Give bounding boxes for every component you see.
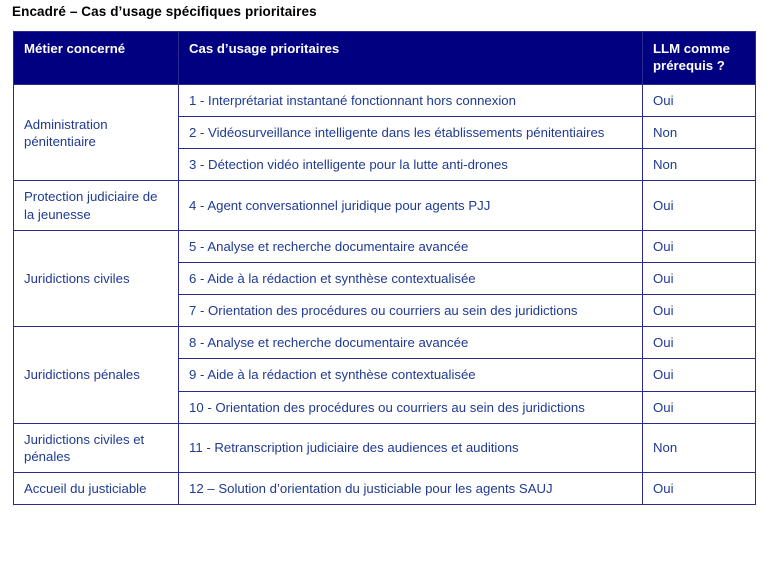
cell-usecase: 11 - Retranscription judiciaire des audiences et auditions bbox=[179, 423, 643, 472]
cell-llm-required: Oui bbox=[643, 359, 756, 391]
table-row bbox=[14, 181, 756, 230]
cell-usecase: 8 - Analyse et recherche documentaire avancée bbox=[179, 327, 643, 359]
cell-metier: Protection judiciaire de la jeunesse bbox=[14, 181, 179, 230]
cell-usecase: 2 - Vidéosurveillance intelligente dans les établissements pénitentiaires bbox=[179, 117, 643, 149]
table-row bbox=[14, 423, 756, 472]
cell-metier: Juridictions civiles et pénales bbox=[14, 423, 179, 472]
cell-llm-required: Oui bbox=[643, 473, 756, 505]
table-row bbox=[14, 85, 756, 117]
cell-llm-required: Non bbox=[643, 149, 756, 181]
cell-usecase: 3 - Détection vidéo intelligente pour la lutte anti-drones bbox=[179, 149, 643, 181]
column-header-metier: Métier concerné bbox=[14, 32, 179, 85]
cell-usecase: 1 - Interprétariat instantané fonctionnant hors connexion bbox=[179, 85, 643, 117]
table-row bbox=[14, 327, 756, 359]
table-body bbox=[14, 85, 756, 505]
cell-usecase: 4 - Agent conversationnel juridique pour agents PJJ bbox=[179, 181, 643, 230]
cell-metier: Juridictions pénales bbox=[14, 327, 179, 423]
cell-usecase: 12 – Solution d’orientation du justiciable pour les agents SAUJ bbox=[179, 473, 643, 505]
cell-metier: Accueil du justiciable bbox=[14, 473, 179, 505]
cell-llm-required: Oui bbox=[643, 262, 756, 294]
cell-llm-required: Oui bbox=[643, 295, 756, 327]
cell-usecase: 10 - Orientation des procédures ou courriers au sein des juridictions bbox=[179, 391, 643, 423]
cell-usecase: 5 - Analyse et recherche documentaire avancée bbox=[179, 230, 643, 262]
cell-llm-required: Oui bbox=[643, 230, 756, 262]
cell-llm-required: Non bbox=[643, 423, 756, 472]
cell-usecase: 7 - Orientation des procédures ou courriers au sein des juridictions bbox=[179, 295, 643, 327]
table-header-row bbox=[14, 32, 756, 85]
cell-llm-required: Oui bbox=[643, 181, 756, 230]
cell-llm-required: Non bbox=[643, 117, 756, 149]
cell-metier: Administration pénitentiaire bbox=[14, 85, 179, 181]
cell-usecase: 6 - Aide à la rédaction et synthèse contextualisée bbox=[179, 262, 643, 294]
cell-llm-required: Oui bbox=[643, 85, 756, 117]
column-header-llm: LLM comme prérequis ? bbox=[643, 32, 756, 85]
cell-llm-required: Oui bbox=[643, 327, 756, 359]
table-row bbox=[14, 473, 756, 505]
table-header bbox=[14, 32, 756, 85]
table-row bbox=[14, 230, 756, 262]
cell-usecase: 9 - Aide à la rédaction et synthèse contextualisée bbox=[179, 359, 643, 391]
usecases-table bbox=[13, 31, 756, 505]
cell-llm-required: Oui bbox=[643, 391, 756, 423]
usecases-table-container bbox=[13, 31, 755, 505]
page-title: Encadré – Cas d’usage spécifiques prioritaires bbox=[12, 4, 317, 19]
cell-metier: Juridictions civiles bbox=[14, 230, 179, 326]
column-header-usecase: Cas d’usage prioritaires bbox=[179, 32, 643, 85]
